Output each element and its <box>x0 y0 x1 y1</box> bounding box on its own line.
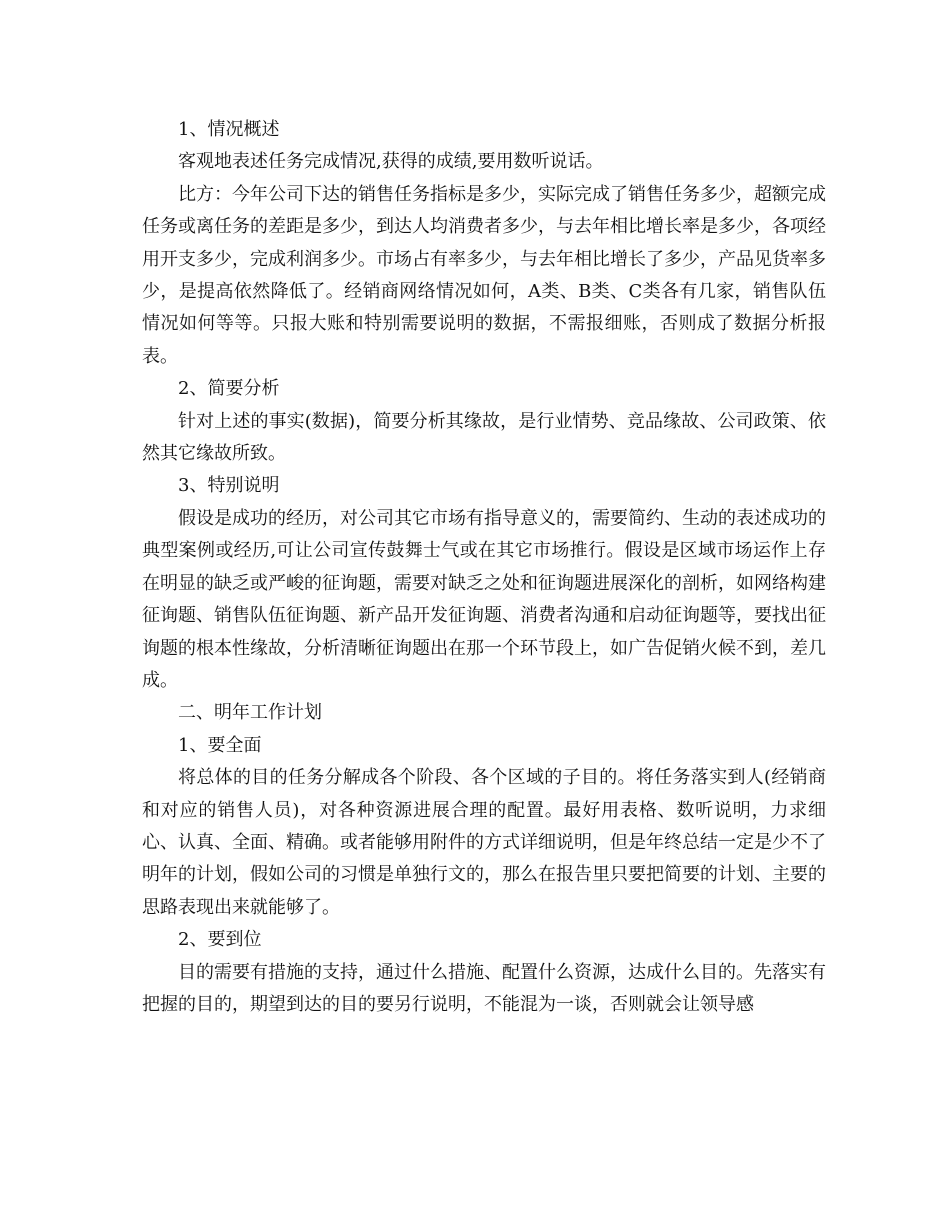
section-heading-special-notes: 3、特别说明 <box>178 475 280 497</box>
paragraph-comprehensive: 将总体的目的任务分解成各个阶段、各个区域的子目的。将任务落实到人(经销商和对应的销售人员)，对各种资源进展合理的配置。最好用表格、数听说明，力求细心、认真、全面、精确。或者能够用附件的方式详细说明，但是年终总结一定是少不了明年的计划，假如公司的习惯是单独行文的，那么在报告里只要把简要的计划、主要的思路表现出来就能够了。 <box>142 767 826 918</box>
section-heading-comprehensive: 1、要全面 <box>178 734 262 756</box>
paragraph-special-notes: 假设是成功的经历，对公司其它市场有指导意义的，需要简约、生动的表述成功的典型案例或经历,可让公司宣传鼓舞士气或在其它市场推行。假设是区域市场运作上存在明显的缺乏或严峻的征询题，需要对缺乏之处和征询题进展深化的剖析，如网络构建征询题、销售队伍征询题、新产品开发征询题、消费者沟通和启动征询题等，要找出征询题的根本性缘故，分析清晰征询题出在那一个环节段上，如广告促销火候不到，差几成。 <box>142 507 826 691</box>
paragraph-analysis: 针对上述的事实(数据)，简要分析其缘故，是行业情势、竞品缘故、公司政策、依然其它缘故所致。 <box>142 410 826 465</box>
section-heading-brief-analysis: 2、简要分析 <box>178 378 280 400</box>
paragraph-in-place: 目的需要有措施的支持，通过什么措施、配置什么资源，达成什么目的。先落实有把握的目的，期望到达的目的要另行说明，不能混为一谈，否则就会让领导感 <box>142 961 826 1015</box>
paragraph-objective-statement: 客观地表述任务完成情况,获得的成绩,要用数听说话。 <box>178 151 604 173</box>
section-heading-next-year-plan: 二、明年工作计划 <box>178 702 322 724</box>
document-body <box>142 114 826 1021</box>
section-heading-situation-overview: 1、情况概述 <box>178 119 280 140</box>
section-heading-in-place: 2、要到位 <box>178 929 262 951</box>
paragraph-example: 比方：今年公司下达的销售任务指标是多少，实际完成了销售任务多少，超额完成任务或离任务的差距是多少，到达人均消费者多少，与去年相比增长率是多少，各项经用开支多少，完成利润多少。市场占有率多少，与去年相比增长了多少，产品见货率多少，是提高依然降低了。经销商网络情况如何，A类、B类、C类各有几家，销售队伍情况如何等等。只报大账和特别需要说明的数据，不需报细账，否则成了数据分析报表。 <box>142 183 826 367</box>
